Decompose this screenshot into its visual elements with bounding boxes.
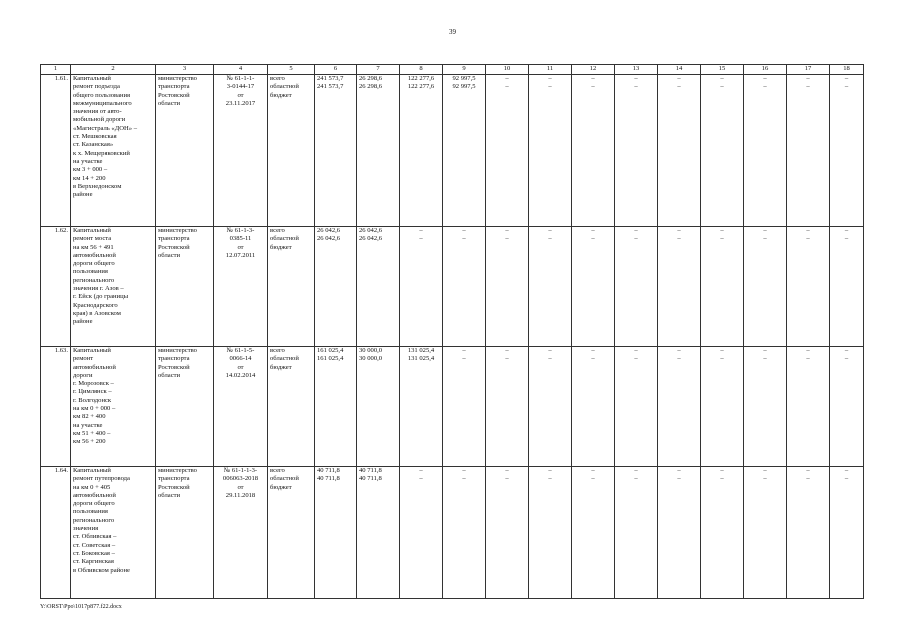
object-name-line: Капитальный: [73, 347, 111, 354]
column-header-15: 15: [701, 65, 744, 75]
value-col-13-line: –: [634, 475, 638, 483]
object-name-line: Капитальный: [73, 467, 111, 474]
value-col-15-line: –: [720, 475, 724, 483]
funding-source: [268, 75, 315, 227]
value-col-8: [400, 467, 443, 599]
document-ref-line: 0385-11: [229, 235, 252, 243]
file-path-footer: Y:\ORST\Ppo\1017p877.f22.docx: [40, 604, 122, 610]
document-ref-line: 23.11.2017: [225, 99, 256, 107]
object-name-line: дороги общего: [73, 500, 115, 508]
value-col-9: [443, 467, 486, 599]
object-name-line: общего пользования: [73, 91, 131, 99]
object-name-line: км 56 + 200: [73, 438, 106, 446]
value-col-13-line: –: [634, 83, 638, 91]
value-col-9-line: –: [462, 235, 466, 243]
value-col-7-line: 26 042,6: [359, 227, 383, 234]
value-col-7-line: 26 298,6: [359, 75, 383, 82]
value-col-8-line: 122 277,6: [407, 75, 435, 82]
column-header-17: 17: [787, 65, 830, 75]
value-col-7-line: 26 042,6: [359, 235, 383, 243]
value-col-11: [529, 347, 572, 467]
funding-source-line: областной: [270, 475, 299, 483]
value-col-17-line: –: [806, 227, 810, 234]
object-name-line: «Магистраль «ДОН» –: [73, 124, 137, 132]
value-col-14-line: –: [677, 467, 681, 474]
value-col-14-line: –: [677, 235, 681, 243]
value-col-16-line: –: [763, 235, 767, 243]
value-col-17: [787, 467, 830, 599]
column-header-8: 8: [400, 65, 443, 75]
value-col-6-line: 26 042,6: [317, 227, 341, 234]
value-col-15-line: –: [720, 467, 724, 474]
value-col-16: [744, 75, 787, 227]
funding-source-line: бюджет: [270, 483, 292, 491]
value-col-18-line: –: [844, 347, 849, 354]
value-col-10-line: –: [505, 467, 509, 474]
value-col-9-line: –: [462, 227, 466, 234]
object-name-line: г. Волгодонск: [73, 396, 112, 404]
value-col-8-line: –: [419, 235, 423, 243]
object-name-line: регионального: [73, 516, 115, 524]
value-col-13-line: –: [634, 235, 638, 243]
funding-source: [268, 467, 315, 599]
object-name-line: ремонт: [73, 355, 94, 363]
value-col-10: [486, 75, 529, 227]
value-col-8-line: –: [419, 467, 423, 474]
value-col-14: [658, 347, 701, 467]
value-col-18: [830, 227, 864, 347]
value-col-9-line: –: [462, 475, 466, 483]
column-header-11: 11: [529, 65, 572, 75]
document-ref-line: от: [237, 483, 244, 491]
funding-source-line: бюджет: [270, 243, 292, 251]
row-number: 1.64.: [41, 467, 71, 599]
value-col-9: [443, 347, 486, 467]
value-col-10: [486, 467, 529, 599]
object-name-line: межмуниципального: [73, 99, 132, 107]
value-col-12-line: –: [591, 235, 595, 243]
value-col-17: [787, 75, 830, 227]
responsible-org-line: министерство: [158, 75, 197, 82]
document-ref: [214, 467, 268, 599]
object-name-line: значения г. Азов –: [73, 285, 124, 293]
object-name-line: на участке: [73, 421, 103, 429]
value-col-12-line: –: [591, 467, 595, 474]
responsible-org: [156, 347, 214, 467]
object-name-line: Краснодарского: [73, 301, 118, 309]
value-col-7: [357, 227, 400, 347]
value-col-12-line: –: [591, 475, 595, 483]
value-col-6-line: 26 042,6: [317, 235, 341, 243]
object-name-line: автомобильной: [73, 251, 116, 259]
value-col-16-line: –: [763, 347, 767, 354]
column-header-4: 4: [214, 65, 268, 75]
value-col-14-line: –: [677, 355, 681, 363]
value-col-12-line: –: [591, 347, 595, 354]
responsible-org-line: области: [158, 371, 181, 379]
object-name-line: Капитальный: [73, 75, 111, 82]
page-number: 39: [449, 28, 456, 36]
value-col-17-line: –: [806, 83, 810, 91]
responsible-org: [156, 467, 214, 599]
value-col-13: [615, 347, 658, 467]
column-header-10: 10: [486, 65, 529, 75]
document-ref-line: № 61-1-1-3-: [223, 467, 258, 474]
responsible-org-line: транспорта: [158, 355, 190, 363]
responsible-org-line: Ростовской: [158, 483, 190, 491]
funding-source-line: областной: [270, 83, 299, 91]
document-ref-line: от: [237, 243, 244, 251]
object-name-line: ремонт моста: [73, 235, 112, 243]
document-ref: [214, 227, 268, 347]
document-ref-line: 006063-2018: [222, 475, 259, 483]
document-ref-line: от: [237, 363, 244, 371]
value-col-14: [658, 227, 701, 347]
value-col-16-line: –: [763, 75, 767, 82]
value-col-10-line: –: [505, 355, 509, 363]
value-col-18-line: –: [844, 235, 849, 243]
funding-source: [268, 347, 315, 467]
value-col-15-line: –: [720, 235, 724, 243]
object-name-line: на км 56 + 491: [73, 243, 114, 251]
value-col-16-line: –: [763, 467, 767, 474]
object-name-line: в Обливском районе: [73, 566, 130, 574]
object-name-line: районе: [73, 191, 93, 199]
document-ref-line: 3-0144-17: [226, 83, 255, 91]
value-col-12: [572, 347, 615, 467]
object-name-line: на участке: [73, 157, 103, 165]
object-name-line: км 14 + 200: [73, 174, 106, 182]
object-name-line: км 82 + 400: [73, 413, 106, 421]
value-col-9: [443, 227, 486, 347]
value-col-7: [357, 467, 400, 599]
value-col-8: [400, 347, 443, 467]
value-col-12-line: –: [591, 83, 595, 91]
object-name-line: ст. Обливская –: [73, 533, 117, 541]
value-col-10-line: –: [505, 475, 509, 483]
value-col-14: [658, 467, 701, 599]
responsible-org: [156, 227, 214, 347]
object-name-line: ремонт путепровода: [73, 475, 130, 483]
value-col-13-line: –: [634, 347, 638, 354]
value-col-13: [615, 227, 658, 347]
funding-source-line: всего: [270, 75, 285, 82]
object-name-line: в Верхнедонском: [73, 182, 122, 190]
funding-source-line: областной: [270, 235, 299, 243]
object-name-line: края) в Азовском: [73, 309, 121, 317]
value-col-16-line: –: [763, 83, 767, 91]
value-col-6: [315, 227, 357, 347]
value-col-17-line: –: [806, 475, 810, 483]
header-row: [41, 65, 864, 75]
value-col-11-line: –: [548, 355, 552, 363]
value-col-12-line: –: [591, 227, 595, 234]
object-name-line: автомобильной: [73, 363, 116, 371]
funding-source-line: бюджет: [270, 91, 292, 99]
value-col-11-line: –: [548, 467, 552, 474]
value-col-12: [572, 227, 615, 347]
value-col-11: [529, 75, 572, 227]
column-header-12: 12: [572, 65, 615, 75]
responsible-org-line: области: [158, 99, 181, 107]
object-name-line: ст. Советская –: [73, 541, 116, 549]
object-name: [71, 347, 156, 467]
value-col-15: [701, 467, 744, 599]
value-col-16-line: –: [763, 227, 767, 234]
funding-source-line: всего: [270, 347, 285, 354]
object-name-line: ремонт подъезда: [73, 83, 120, 91]
column-header-1: 1: [41, 65, 71, 75]
value-col-15: [701, 347, 744, 467]
value-col-6-line: 161 025,4: [317, 355, 344, 363]
object-name: [71, 75, 156, 227]
value-col-8-line: 131 025,4: [407, 347, 435, 354]
value-col-16: [744, 467, 787, 599]
value-col-8-line: –: [419, 475, 423, 483]
object-name-line: км 3 + 000 –: [73, 166, 108, 174]
responsible-org-line: министерство: [158, 347, 197, 354]
value-col-11: [529, 467, 572, 599]
value-col-9-line: –: [462, 467, 466, 474]
row-number: 1.63.: [41, 347, 71, 467]
value-col-12: [572, 75, 615, 227]
object-name-line: г. Цимлянск –: [73, 388, 112, 396]
value-col-15-line: –: [720, 227, 724, 234]
value-col-10-line: –: [505, 75, 509, 82]
document-ref-line: 12.07.2011: [225, 251, 256, 259]
object-name-line: мобильной дороги: [73, 116, 126, 124]
object-name-line: на км 0 + 000 –: [73, 405, 116, 413]
value-col-11-line: –: [548, 227, 552, 234]
column-header-9: 9: [443, 65, 486, 75]
data-table: [40, 64, 864, 599]
value-col-9: [443, 75, 486, 227]
value-col-14-line: –: [677, 75, 681, 82]
value-col-15-line: –: [720, 355, 724, 363]
value-col-8: [400, 75, 443, 227]
table-row: [41, 75, 864, 227]
value-col-17-line: –: [806, 235, 810, 243]
column-header-13: 13: [615, 65, 658, 75]
document-ref-line: № 61-1-3-: [226, 227, 255, 234]
value-col-11-line: –: [548, 83, 552, 91]
value-col-7-line: 26 298,6: [359, 83, 383, 91]
document-ref-line: от: [237, 91, 244, 99]
value-col-9-line: –: [462, 347, 466, 354]
document-ref-line: 29.11.2018: [225, 491, 256, 499]
value-col-7-line: 40 711,8: [359, 475, 382, 483]
responsible-org-line: Ростовской: [158, 91, 190, 99]
responsible-org-line: Ростовской: [158, 243, 190, 251]
row-number: 1.61.: [41, 75, 71, 227]
value-col-15-line: –: [720, 83, 724, 91]
responsible-org-line: транспорта: [158, 235, 190, 243]
column-header-3: 3: [156, 65, 214, 75]
responsible-org-line: транспорта: [158, 475, 190, 483]
object-name-line: на км 0 + 405: [73, 483, 111, 491]
value-col-14-line: –: [677, 347, 681, 354]
value-col-10: [486, 227, 529, 347]
value-col-13-line: –: [634, 75, 638, 82]
value-col-6-line: 40 711,8: [317, 475, 340, 483]
value-col-10-line: –: [505, 227, 509, 234]
responsible-org-line: министерство: [158, 467, 197, 474]
value-col-13-line: –: [634, 355, 638, 363]
column-header-14: 14: [658, 65, 701, 75]
value-col-7-line: 30 000,0: [359, 355, 383, 363]
value-col-10-line: –: [505, 347, 509, 354]
value-col-8: [400, 227, 443, 347]
column-header-18: 18: [830, 65, 864, 75]
value-col-15: [701, 75, 744, 227]
value-col-17-line: –: [806, 355, 810, 363]
value-col-11-line: –: [548, 75, 552, 82]
value-col-11-line: –: [548, 475, 552, 483]
value-col-7-line: 30 000,0: [359, 347, 383, 354]
object-name-line: регионального: [73, 276, 115, 284]
table-body: [41, 75, 864, 599]
value-col-9-line: 92 997,5: [452, 83, 476, 91]
column-header-16: 16: [744, 65, 787, 75]
value-col-13-line: –: [634, 467, 638, 474]
value-col-16-line: –: [763, 355, 767, 363]
value-col-18: [830, 467, 864, 599]
object-name-line: г. Ейск (до границы: [73, 293, 129, 301]
object-name-line: ст. Казанская»: [73, 141, 114, 149]
object-name-line: значения: [73, 525, 99, 533]
funding-source: [268, 227, 315, 347]
responsible-org-line: области: [158, 251, 181, 259]
document-ref-line: № 61-1-1-: [226, 75, 255, 82]
value-col-6: [315, 467, 357, 599]
object-name-line: дороги: [73, 371, 93, 379]
value-col-7: [357, 347, 400, 467]
column-header-7: 7: [357, 65, 400, 75]
value-col-6-line: 40 711,8: [317, 467, 340, 474]
value-col-9-line: 92 997,5: [452, 75, 476, 82]
responsible-org: [156, 75, 214, 227]
value-col-17: [787, 347, 830, 467]
value-col-18-line: –: [844, 355, 849, 363]
value-col-14-line: –: [677, 83, 681, 91]
value-col-6: [315, 347, 357, 467]
value-col-18: [830, 75, 864, 227]
value-col-14: [658, 75, 701, 227]
value-col-18-line: –: [844, 83, 849, 91]
object-name-line: районе: [73, 318, 93, 326]
value-col-17-line: –: [806, 467, 810, 474]
funding-source-line: бюджет: [270, 363, 292, 371]
value-col-6-line: 161 025,4: [317, 347, 344, 354]
value-col-18: [830, 347, 864, 467]
funding-source-line: всего: [270, 227, 285, 234]
value-col-18-line: –: [844, 475, 849, 483]
responsible-org-line: Ростовской: [158, 363, 190, 371]
value-col-10: [486, 347, 529, 467]
document-ref: [214, 347, 268, 467]
responsible-org-line: министерство: [158, 227, 197, 234]
object-name-line: автомобильной: [73, 491, 116, 499]
funding-source-line: всего: [270, 467, 285, 474]
value-col-17-line: –: [806, 75, 810, 82]
value-col-6-line: 241 573,7: [317, 83, 344, 91]
value-col-17: [787, 227, 830, 347]
value-col-14-line: –: [677, 227, 681, 234]
value-col-16: [744, 347, 787, 467]
value-col-11: [529, 227, 572, 347]
table-row: [41, 467, 864, 599]
object-name: [71, 227, 156, 347]
object-name-line: ст. Каргинская: [73, 558, 114, 566]
object-name-line: дороги общего: [73, 260, 115, 268]
value-col-13: [615, 75, 658, 227]
document-ref-line: № 61-1-5-: [226, 347, 255, 354]
value-col-6: [315, 75, 357, 227]
value-col-8-line: –: [419, 227, 423, 234]
value-col-17-line: –: [806, 347, 810, 354]
value-col-7: [357, 75, 400, 227]
value-col-18-line: –: [844, 75, 849, 82]
object-name-line: пользования: [73, 508, 108, 516]
value-col-6-line: 241 573,7: [317, 75, 344, 82]
object-name-line: значения от авто-: [73, 108, 122, 116]
document-ref-line: 0066-14: [229, 355, 252, 363]
object-name-line: ст. Мешковская: [73, 133, 117, 141]
document-ref-line: 14.02.2014: [225, 371, 256, 379]
value-col-13-line: –: [634, 227, 638, 234]
value-col-7-line: 40 711,8: [359, 467, 382, 474]
document-ref: [214, 75, 268, 227]
value-col-12-line: –: [591, 355, 595, 363]
object-name-line: пользования: [73, 268, 108, 276]
object-name-line: км 51 + 400 –: [73, 429, 111, 437]
value-col-11-line: –: [548, 347, 552, 354]
value-col-10-line: –: [505, 83, 509, 91]
object-name: [71, 467, 156, 599]
value-col-15-line: –: [720, 347, 724, 354]
value-col-15: [701, 227, 744, 347]
object-name-line: Капитальный: [73, 227, 111, 234]
column-header-6: 6: [315, 65, 357, 75]
value-col-13: [615, 467, 658, 599]
responsible-org-line: транспорта: [158, 83, 190, 91]
value-col-16-line: –: [763, 475, 767, 483]
table-row: [41, 227, 864, 347]
column-header-2: 2: [71, 65, 156, 75]
value-col-18-line: –: [844, 467, 849, 474]
value-col-15-line: –: [720, 75, 724, 82]
table-row: [41, 347, 864, 467]
value-col-9-line: –: [462, 355, 466, 363]
value-col-12: [572, 467, 615, 599]
column-header-5: 5: [268, 65, 315, 75]
value-col-11-line: –: [548, 235, 552, 243]
value-col-12-line: –: [591, 75, 595, 82]
object-name-line: г. Морозовск –: [73, 380, 114, 388]
value-col-8-line: 122 277,6: [407, 83, 435, 91]
value-col-14-line: –: [677, 475, 681, 483]
value-col-16: [744, 227, 787, 347]
object-name-line: к х. Мещеряковский: [73, 149, 130, 157]
object-name-line: ст. Боковская –: [73, 549, 115, 557]
funding-source-line: областной: [270, 355, 299, 363]
value-col-10-line: –: [505, 235, 509, 243]
row-number: 1.62.: [41, 227, 71, 347]
value-col-8-line: 131 025,4: [407, 355, 435, 363]
responsible-org-line: области: [158, 491, 181, 499]
value-col-18-line: –: [844, 227, 849, 234]
